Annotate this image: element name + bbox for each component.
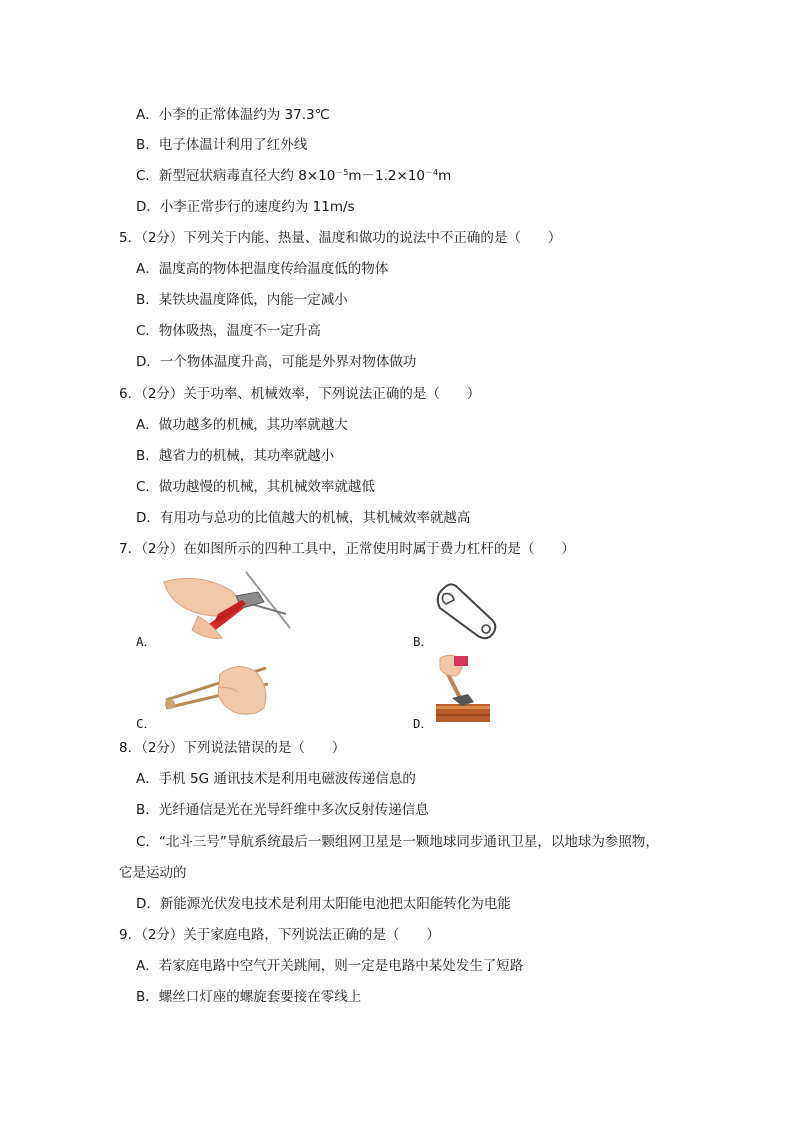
q8-option-c-line1: C．“北斗三号”导航系统最后一颗组网卫星是一颗地球同步通讯卫星，以地球为参照物， bbox=[136, 834, 659, 850]
q7-label-b: B． bbox=[413, 634, 434, 649]
q8-option-a: A．手机 5G 通讯技术是利用电磁波传递信息的 bbox=[136, 771, 416, 787]
q9-option-a: A．若家庭电路中空气开关跳闸，则一定是电路中某处发生了短路 bbox=[136, 958, 524, 974]
q5-option-a: A．温度高的物体把温度传给温度低的物体 bbox=[136, 261, 389, 277]
q5-stem: 5．（2分）下列关于内能、热量、温度和做功的说法中不正确的是（ ） bbox=[119, 230, 562, 246]
q6-option-b: B．越省力的机械，其功率就越小 bbox=[136, 448, 335, 464]
q4-option-c-suffix: m bbox=[438, 168, 452, 184]
q7-label-d: D． bbox=[413, 716, 434, 731]
q9-stem: 9．（2分）关于家庭电路，下列说法正确的是（ ） bbox=[119, 927, 440, 943]
q7-label-c: C． bbox=[136, 716, 157, 731]
q4-option-c-prefix: C．新型冠状病毒直径大约 8×10 bbox=[136, 168, 336, 184]
q4-option-c-exponent-1: －5 bbox=[335, 168, 349, 177]
q5-option-d: D．一个物体温度升高，可能是外界对物体做功 bbox=[136, 354, 417, 370]
q6-stem: 6．（2分）关于功率、机械效率，下列说法正确的是（ ） bbox=[119, 386, 481, 402]
q4-option-c-mid: m－1.2×10 bbox=[348, 168, 426, 184]
q5-option-b: B．某铁块温度降低，内能一定减小 bbox=[136, 292, 348, 308]
q5-option-c: C．物体吸热，温度不一定升高 bbox=[136, 323, 321, 339]
q4-option-c-exponent-2: －4 bbox=[425, 168, 439, 177]
pliers-image bbox=[158, 568, 298, 644]
q8-stem: 8．（2分）下列说法错误的是（ ） bbox=[119, 740, 346, 756]
q4-option-d: D．小李正常步行的速度约为 11m/s bbox=[136, 199, 355, 215]
q4-option-a: A．小李的正常体温约为 37.3℃ bbox=[136, 107, 330, 123]
chopsticks-image bbox=[160, 658, 272, 718]
q8-option-c-line2: 它是运动的 bbox=[119, 865, 187, 881]
q8-option-b: B．光纤通信是光在光导纤维中多次反射传递信息 bbox=[136, 802, 429, 818]
bottle-opener-image bbox=[430, 578, 502, 644]
q7-stem: 7．（2分）在如图所示的四种工具中，正常使用时属于费力杠杆的是（ ） bbox=[119, 541, 575, 557]
q8-option-d: D．新能源光伏发电技术是利用太阳能电池把太阳能转化为电能 bbox=[136, 896, 511, 912]
q6-option-a: A．做功越多的机械，其功率就越大 bbox=[136, 417, 348, 433]
hammer-image bbox=[432, 654, 494, 724]
q4-option-c bbox=[136, 167, 451, 185]
q6-option-c: C．做功越慢的机械，其机械效率就越低 bbox=[136, 479, 375, 495]
q4-option-b: B．电子体温计利用了红外线 bbox=[136, 137, 308, 153]
q6-option-d: D．有用功与总功的比值越大的机械，其机械效率就越高 bbox=[136, 510, 471, 526]
q9-option-b: B．螺丝口灯座的螺旋套要接在零线上 bbox=[136, 989, 362, 1005]
q7-label-a: A． bbox=[136, 634, 157, 649]
